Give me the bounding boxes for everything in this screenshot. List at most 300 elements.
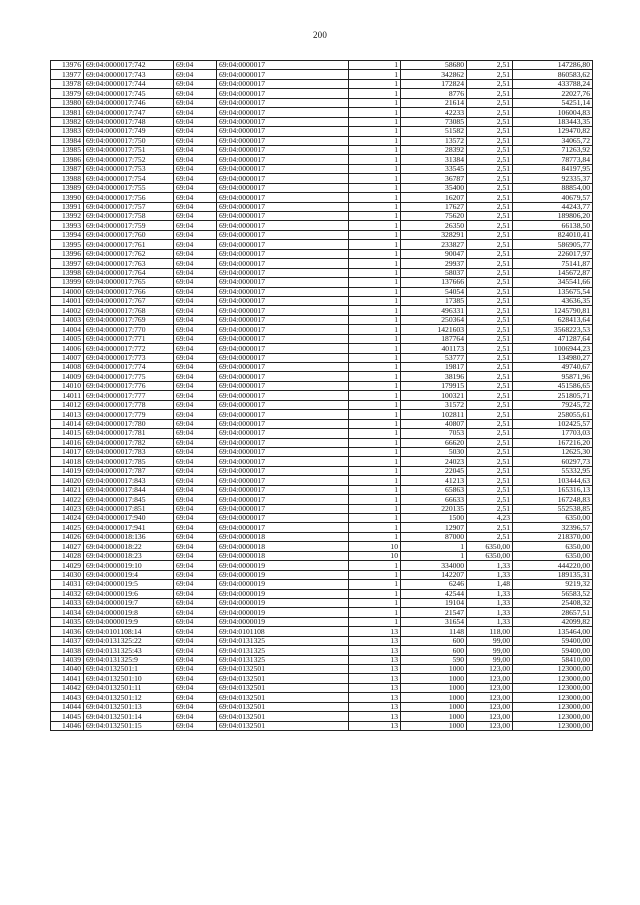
district-code-cell: 69:04 xyxy=(174,344,217,353)
cadastral-number-cell: 69:04:0132501:11 xyxy=(84,683,174,692)
area-cell: 16207 xyxy=(401,193,467,202)
cadastral-value-cell: 135675,54 xyxy=(513,287,593,296)
row-number-cell: 14014 xyxy=(51,419,84,428)
group-code-cell: 1 xyxy=(349,447,401,456)
area-cell: 600 xyxy=(401,646,467,655)
row-number-cell: 13986 xyxy=(51,155,84,164)
specific-value-cell: 2,51 xyxy=(467,325,513,334)
row-number-cell: 14025 xyxy=(51,523,84,532)
cadastral-value-cell: 123000,00 xyxy=(513,683,593,692)
area-cell: 65863 xyxy=(401,485,467,494)
row-number-cell: 13991 xyxy=(51,202,84,211)
group-code-cell: 1 xyxy=(349,268,401,277)
cadastral-value-cell: 40679,57 xyxy=(513,193,593,202)
specific-value-cell: 2,51 xyxy=(467,363,513,372)
district-code-cell: 69:04 xyxy=(174,353,217,362)
specific-value-cell: 2,51 xyxy=(467,523,513,532)
cadastral-quarter-cell: 69:04:0000017 xyxy=(217,485,349,494)
cadastral-quarter-cell: 69:04:0000017 xyxy=(217,108,349,117)
cadastral-quarter-cell: 69:04:0000017 xyxy=(217,523,349,532)
table-row xyxy=(51,447,593,456)
area-cell: 22045 xyxy=(401,466,467,475)
cadastral-quarter-cell: 69:04:0000019 xyxy=(217,570,349,579)
district-code-cell: 69:04 xyxy=(174,589,217,598)
cadastral-quarter-cell: 69:04:0000017 xyxy=(217,174,349,183)
district-code-cell: 69:04 xyxy=(174,627,217,636)
row-number-cell: 14007 xyxy=(51,353,84,362)
group-code-cell: 1 xyxy=(349,466,401,475)
cadastral-value-cell: 165316,13 xyxy=(513,485,593,494)
cadastral-quarter-cell: 69:04:0000019 xyxy=(217,598,349,607)
area-cell: 1 xyxy=(401,551,467,560)
district-code-cell: 69:04 xyxy=(174,466,217,475)
group-code-cell: 1 xyxy=(349,127,401,136)
cadastral-quarter-cell: 69:04:0000017 xyxy=(217,202,349,211)
cadastral-value-cell: 433788,24 xyxy=(513,79,593,88)
group-code-cell: 1 xyxy=(349,193,401,202)
area-cell: 1000 xyxy=(401,721,467,730)
specific-value-cell: 1,48 xyxy=(467,580,513,589)
district-code-cell: 69:04 xyxy=(174,410,217,419)
table-row xyxy=(51,410,593,419)
district-code-cell: 69:04 xyxy=(174,400,217,409)
cadastral-quarter-cell: 69:04:0000017 xyxy=(217,344,349,353)
area-cell: 5030 xyxy=(401,447,467,456)
cadastral-number-cell: 69:04:0132501:1 xyxy=(84,665,174,674)
specific-value-cell: 2,51 xyxy=(467,296,513,305)
row-number-cell: 14023 xyxy=(51,504,84,513)
cadastral-number-cell: 69:04:0000019:10 xyxy=(84,561,174,570)
table-row xyxy=(51,268,593,277)
group-code-cell: 13 xyxy=(349,665,401,674)
table-row xyxy=(51,514,593,523)
table-row xyxy=(51,551,593,560)
cadastral-quarter-cell: 69:04:0000017 xyxy=(217,381,349,390)
district-code-cell: 69:04 xyxy=(174,221,217,230)
cadastral-number-cell: 69:04:0000017:747 xyxy=(84,108,174,117)
cadastral-quarter-cell: 69:04:0000017 xyxy=(217,391,349,400)
area-cell: 1000 xyxy=(401,702,467,711)
table-row xyxy=(51,457,593,466)
row-number-cell: 13983 xyxy=(51,127,84,136)
area-cell: 342862 xyxy=(401,70,467,79)
specific-value-cell: 2,51 xyxy=(467,127,513,136)
area-cell: 24023 xyxy=(401,457,467,466)
cadastral-quarter-cell: 69:04:0000017 xyxy=(217,145,349,154)
table-row xyxy=(51,259,593,268)
specific-value-cell: 2,51 xyxy=(467,457,513,466)
group-code-cell: 1 xyxy=(349,230,401,239)
row-number-cell: 14003 xyxy=(51,315,84,324)
cadastral-quarter-cell: 69:04:0131325 xyxy=(217,655,349,664)
row-number-cell: 14018 xyxy=(51,457,84,466)
row-number-cell: 13979 xyxy=(51,89,84,98)
table-row xyxy=(51,400,593,409)
cadastral-number-cell: 69:04:0000019:5 xyxy=(84,580,174,589)
cadastral-value-cell: 54251,14 xyxy=(513,98,593,107)
cadastral-quarter-cell: 69:04:0000017 xyxy=(217,334,349,343)
table-row xyxy=(51,202,593,211)
row-number-cell: 14040 xyxy=(51,665,84,674)
cadastral-number-cell: 69:04:0000017:779 xyxy=(84,410,174,419)
cadastral-number-cell: 69:04:0000017:844 xyxy=(84,485,174,494)
cadastral-quarter-cell: 69:04:0132501 xyxy=(217,665,349,674)
cadastral-value-cell: 183443,35 xyxy=(513,117,593,126)
specific-value-cell: 123,00 xyxy=(467,712,513,721)
row-number-cell: 14026 xyxy=(51,532,84,541)
specific-value-cell: 4,23 xyxy=(467,514,513,523)
group-code-cell: 1 xyxy=(349,410,401,419)
cadastral-value-cell: 189806,20 xyxy=(513,212,593,221)
cadastral-value-cell: 32396,57 xyxy=(513,523,593,532)
cadastral-value-cell: 552538,85 xyxy=(513,504,593,513)
district-code-cell: 69:04 xyxy=(174,542,217,551)
table-row xyxy=(51,306,593,315)
district-code-cell: 69:04 xyxy=(174,580,217,589)
area-cell: 590 xyxy=(401,655,467,664)
specific-value-cell: 2,51 xyxy=(467,89,513,98)
cadastral-quarter-cell: 69:04:0000017 xyxy=(217,296,349,305)
area-cell: 58680 xyxy=(401,61,467,70)
district-code-cell: 69:04 xyxy=(174,636,217,645)
cadastral-number-cell: 69:04:0132501:13 xyxy=(84,702,174,711)
area-cell: 1 xyxy=(401,542,467,551)
cadastral-quarter-cell: 69:04:0000017 xyxy=(217,325,349,334)
cadastral-number-cell: 69:04:0131325:22 xyxy=(84,636,174,645)
cadastral-value-table xyxy=(50,60,593,731)
cadastral-value-cell: 123000,00 xyxy=(513,665,593,674)
cadastral-value-cell: 60297,73 xyxy=(513,457,593,466)
district-code-cell: 69:04 xyxy=(174,523,217,532)
area-cell: 28392 xyxy=(401,145,467,154)
specific-value-cell: 2,51 xyxy=(467,372,513,381)
cadastral-quarter-cell: 69:04:0132501 xyxy=(217,683,349,692)
group-code-cell: 1 xyxy=(349,136,401,145)
cadastral-value-cell: 189135,31 xyxy=(513,570,593,579)
area-cell: 600 xyxy=(401,636,467,645)
group-code-cell: 1 xyxy=(349,532,401,541)
cadastral-quarter-cell: 69:04:0000017 xyxy=(217,363,349,372)
area-cell: 54054 xyxy=(401,287,467,296)
row-number-cell: 14038 xyxy=(51,646,84,655)
cadastral-value-cell: 92335,37 xyxy=(513,174,593,183)
cadastral-quarter-cell: 69:04:0000017 xyxy=(217,117,349,126)
cadastral-number-cell: 69:04:0000017:775 xyxy=(84,372,174,381)
table-row xyxy=(51,495,593,504)
district-code-cell: 69:04 xyxy=(174,70,217,79)
group-code-cell: 13 xyxy=(349,655,401,664)
cadastral-value-cell: 123000,00 xyxy=(513,702,593,711)
specific-value-cell: 2,51 xyxy=(467,344,513,353)
cadastral-number-cell: 69:04:0132501:14 xyxy=(84,712,174,721)
district-code-cell: 69:04 xyxy=(174,363,217,372)
cadastral-value-cell: 66138,50 xyxy=(513,221,593,230)
row-number-cell: 14044 xyxy=(51,702,84,711)
area-cell: 66620 xyxy=(401,438,467,447)
specific-value-cell: 2,51 xyxy=(467,400,513,409)
group-code-cell: 13 xyxy=(349,683,401,692)
specific-value-cell: 123,00 xyxy=(467,702,513,711)
cadastral-quarter-cell: 69:04:0000017 xyxy=(217,89,349,98)
cadastral-value-cell: 103444,63 xyxy=(513,476,593,485)
district-code-cell: 69:04 xyxy=(174,381,217,390)
district-code-cell: 69:04 xyxy=(174,287,217,296)
cadastral-quarter-cell: 69:04:0000017 xyxy=(217,353,349,362)
cadastral-number-cell: 69:04:0000018:136 xyxy=(84,532,174,541)
row-number-cell: 14005 xyxy=(51,334,84,343)
group-code-cell: 1 xyxy=(349,174,401,183)
cadastral-number-cell: 69:04:0000017:940 xyxy=(84,514,174,523)
cadastral-quarter-cell: 69:04:0000017 xyxy=(217,98,349,107)
group-code-cell: 1 xyxy=(349,608,401,617)
cadastral-quarter-cell: 69:04:0000017 xyxy=(217,183,349,192)
table-row xyxy=(51,476,593,485)
cadastral-value-cell: 59400,00 xyxy=(513,636,593,645)
specific-value-cell: 1,33 xyxy=(467,617,513,626)
cadastral-number-cell: 69:04:0000017:782 xyxy=(84,438,174,447)
table-row xyxy=(51,570,593,579)
cadastral-quarter-cell: 69:04:0000018 xyxy=(217,551,349,560)
specific-value-cell: 2,51 xyxy=(467,221,513,230)
table-row xyxy=(51,117,593,126)
cadastral-number-cell: 69:04:0000017:776 xyxy=(84,381,174,390)
area-cell: 66633 xyxy=(401,495,467,504)
cadastral-number-cell: 69:04:0000017:772 xyxy=(84,344,174,353)
cadastral-value-cell: 226017,97 xyxy=(513,249,593,258)
district-code-cell: 69:04 xyxy=(174,183,217,192)
cadastral-value-cell: 123000,00 xyxy=(513,693,593,702)
district-code-cell: 69:04 xyxy=(174,570,217,579)
cadastral-quarter-cell: 69:04:0000019 xyxy=(217,608,349,617)
specific-value-cell: 2,51 xyxy=(467,381,513,390)
cadastral-value-cell: 471287,64 xyxy=(513,334,593,343)
specific-value-cell: 2,51 xyxy=(467,504,513,513)
group-code-cell: 1 xyxy=(349,514,401,523)
specific-value-cell: 2,51 xyxy=(467,410,513,419)
specific-value-cell: 2,51 xyxy=(467,79,513,88)
area-cell: 41213 xyxy=(401,476,467,485)
cadastral-value-cell: 218370,00 xyxy=(513,532,593,541)
cadastral-number-cell: 69:04:0131325:9 xyxy=(84,655,174,664)
table-row xyxy=(51,325,593,334)
cadastral-value-cell: 22027,76 xyxy=(513,89,593,98)
group-code-cell: 1 xyxy=(349,183,401,192)
table-row xyxy=(51,721,593,730)
group-code-cell: 1 xyxy=(349,419,401,428)
table-row xyxy=(51,693,593,702)
specific-value-cell: 2,51 xyxy=(467,287,513,296)
cadastral-number-cell: 69:04:0000017:785 xyxy=(84,457,174,466)
table-row xyxy=(51,712,593,721)
cadastral-number-cell: 69:04:0000017:749 xyxy=(84,127,174,136)
table-row xyxy=(51,174,593,183)
cadastral-value-cell: 49740,67 xyxy=(513,363,593,372)
cadastral-value-cell: 34065,72 xyxy=(513,136,593,145)
cadastral-number-cell: 69:04:0000017:764 xyxy=(84,268,174,277)
cadastral-quarter-cell: 69:04:0000017 xyxy=(217,212,349,221)
cadastral-value-cell: 167216,20 xyxy=(513,438,593,447)
table-row xyxy=(51,429,593,438)
cadastral-quarter-cell: 69:04:0000017 xyxy=(217,259,349,268)
cadastral-number-cell: 69:04:0000017:754 xyxy=(84,174,174,183)
group-code-cell: 13 xyxy=(349,674,401,683)
cadastral-value-cell: 345541,66 xyxy=(513,278,593,287)
table-row xyxy=(51,61,593,70)
cadastral-quarter-cell: 69:04:0000017 xyxy=(217,164,349,173)
area-cell: 17627 xyxy=(401,202,467,211)
cadastral-value-cell: 71263,92 xyxy=(513,145,593,154)
cadastral-number-cell: 69:04:0000017:752 xyxy=(84,155,174,164)
district-code-cell: 69:04 xyxy=(174,646,217,655)
row-number-cell: 14035 xyxy=(51,617,84,626)
cadastral-value-cell: 586905,77 xyxy=(513,240,593,249)
district-code-cell: 69:04 xyxy=(174,485,217,494)
table-row xyxy=(51,391,593,400)
row-number-cell: 14001 xyxy=(51,296,84,305)
table-row xyxy=(51,580,593,589)
district-code-cell: 69:04 xyxy=(174,136,217,145)
row-number-cell: 14046 xyxy=(51,721,84,730)
cadastral-quarter-cell: 69:04:0000017 xyxy=(217,514,349,523)
group-code-cell: 1 xyxy=(349,523,401,532)
district-code-cell: 69:04 xyxy=(174,268,217,277)
row-number-cell: 14000 xyxy=(51,287,84,296)
table-body xyxy=(51,61,593,731)
row-number-cell: 13980 xyxy=(51,98,84,107)
group-code-cell: 1 xyxy=(349,561,401,570)
cadastral-quarter-cell: 69:04:0132501 xyxy=(217,674,349,683)
row-number-cell: 14028 xyxy=(51,551,84,560)
specific-value-cell: 2,51 xyxy=(467,117,513,126)
table-row xyxy=(51,212,593,221)
group-code-cell: 1 xyxy=(349,70,401,79)
district-code-cell: 69:04 xyxy=(174,202,217,211)
cadastral-number-cell: 69:04:0000017:783 xyxy=(84,447,174,456)
row-number-cell: 13976 xyxy=(51,61,84,70)
cadastral-value-cell: 123000,00 xyxy=(513,721,593,730)
row-number-cell: 14031 xyxy=(51,580,84,589)
specific-value-cell: 123,00 xyxy=(467,665,513,674)
specific-value-cell: 2,51 xyxy=(467,391,513,400)
cadastral-number-cell: 69:04:0000017:756 xyxy=(84,193,174,202)
row-number-cell: 14004 xyxy=(51,325,84,334)
specific-value-cell: 2,51 xyxy=(467,447,513,456)
group-code-cell: 1 xyxy=(349,598,401,607)
group-code-cell: 1 xyxy=(349,381,401,390)
district-code-cell: 69:04 xyxy=(174,438,217,447)
district-code-cell: 69:04 xyxy=(174,296,217,305)
cadastral-quarter-cell: 69:04:0000017 xyxy=(217,268,349,277)
row-number-cell: 13992 xyxy=(51,212,84,221)
table-row xyxy=(51,315,593,324)
cadastral-number-cell: 69:04:0000017:851 xyxy=(84,504,174,513)
area-cell: 36787 xyxy=(401,174,467,183)
specific-value-cell: 2,51 xyxy=(467,202,513,211)
table-row xyxy=(51,70,593,79)
group-code-cell: 13 xyxy=(349,712,401,721)
table-row xyxy=(51,334,593,343)
specific-value-cell: 2,51 xyxy=(467,306,513,315)
cadastral-value-cell: 129470,82 xyxy=(513,127,593,136)
group-code-cell: 1 xyxy=(349,79,401,88)
group-code-cell: 1 xyxy=(349,212,401,221)
table-row xyxy=(51,79,593,88)
group-code-cell: 13 xyxy=(349,636,401,645)
cadastral-number-cell: 69:04:0000017:843 xyxy=(84,476,174,485)
row-number-cell: 14020 xyxy=(51,476,84,485)
area-cell: 31654 xyxy=(401,617,467,626)
cadastral-quarter-cell: 69:04:0000017 xyxy=(217,438,349,447)
specific-value-cell: 2,51 xyxy=(467,70,513,79)
district-code-cell: 69:04 xyxy=(174,108,217,117)
district-code-cell: 69:04 xyxy=(174,212,217,221)
cadastral-value-cell: 59400,00 xyxy=(513,646,593,655)
group-code-cell: 1 xyxy=(349,325,401,334)
cadastral-quarter-cell: 69:04:0000019 xyxy=(217,617,349,626)
cadastral-value-cell: 58410,00 xyxy=(513,655,593,664)
row-number-cell: 13988 xyxy=(51,174,84,183)
cadastral-value-cell: 106004,83 xyxy=(513,108,593,117)
group-code-cell: 1 xyxy=(349,296,401,305)
table-row xyxy=(51,438,593,447)
table-row xyxy=(51,136,593,145)
area-cell: 179915 xyxy=(401,381,467,390)
row-number-cell: 13993 xyxy=(51,221,84,230)
specific-value-cell: 2,51 xyxy=(467,174,513,183)
group-code-cell: 1 xyxy=(349,457,401,466)
cadastral-number-cell: 69:04:0000017:768 xyxy=(84,306,174,315)
table-row xyxy=(51,646,593,655)
specific-value-cell: 2,51 xyxy=(467,353,513,362)
area-cell: 26350 xyxy=(401,221,467,230)
district-code-cell: 69:04 xyxy=(174,325,217,334)
cadastral-number-cell: 69:04:0000017:763 xyxy=(84,259,174,268)
cadastral-quarter-cell: 69:04:0131325 xyxy=(217,646,349,655)
cadastral-quarter-cell: 69:04:0000017 xyxy=(217,447,349,456)
district-code-cell: 69:04 xyxy=(174,334,217,343)
cadastral-quarter-cell: 69:04:0000017 xyxy=(217,306,349,315)
area-cell: 75620 xyxy=(401,212,467,221)
cadastral-number-cell: 69:04:0000017:746 xyxy=(84,98,174,107)
specific-value-cell: 2,51 xyxy=(467,419,513,428)
cadastral-value-cell: 79245,72 xyxy=(513,400,593,409)
group-code-cell: 13 xyxy=(349,702,401,711)
district-code-cell: 69:04 xyxy=(174,476,217,485)
table-row xyxy=(51,221,593,230)
area-cell: 21614 xyxy=(401,98,467,107)
district-code-cell: 69:04 xyxy=(174,721,217,730)
cadastral-value-cell: 9219,32 xyxy=(513,580,593,589)
specific-value-cell: 99,00 xyxy=(467,636,513,645)
group-code-cell: 1 xyxy=(349,334,401,343)
cadastral-number-cell: 69:04:0000017:751 xyxy=(84,145,174,154)
row-number-cell: 14032 xyxy=(51,589,84,598)
group-code-cell: 1 xyxy=(349,589,401,598)
table-row xyxy=(51,466,593,475)
group-code-cell: 1 xyxy=(349,202,401,211)
cadastral-quarter-cell: 69:04:0000019 xyxy=(217,561,349,570)
cadastral-value-cell: 12625,30 xyxy=(513,447,593,456)
group-code-cell: 1 xyxy=(349,344,401,353)
cadastral-number-cell: 69:04:0000017:757 xyxy=(84,202,174,211)
group-code-cell: 1 xyxy=(349,287,401,296)
district-code-cell: 69:04 xyxy=(174,419,217,428)
cadastral-quarter-cell: 69:04:0000017 xyxy=(217,410,349,419)
cadastral-value-cell: 251805,71 xyxy=(513,391,593,400)
cadastral-value-cell: 628413,64 xyxy=(513,315,593,324)
group-code-cell: 1 xyxy=(349,485,401,494)
group-code-cell: 1 xyxy=(349,438,401,447)
